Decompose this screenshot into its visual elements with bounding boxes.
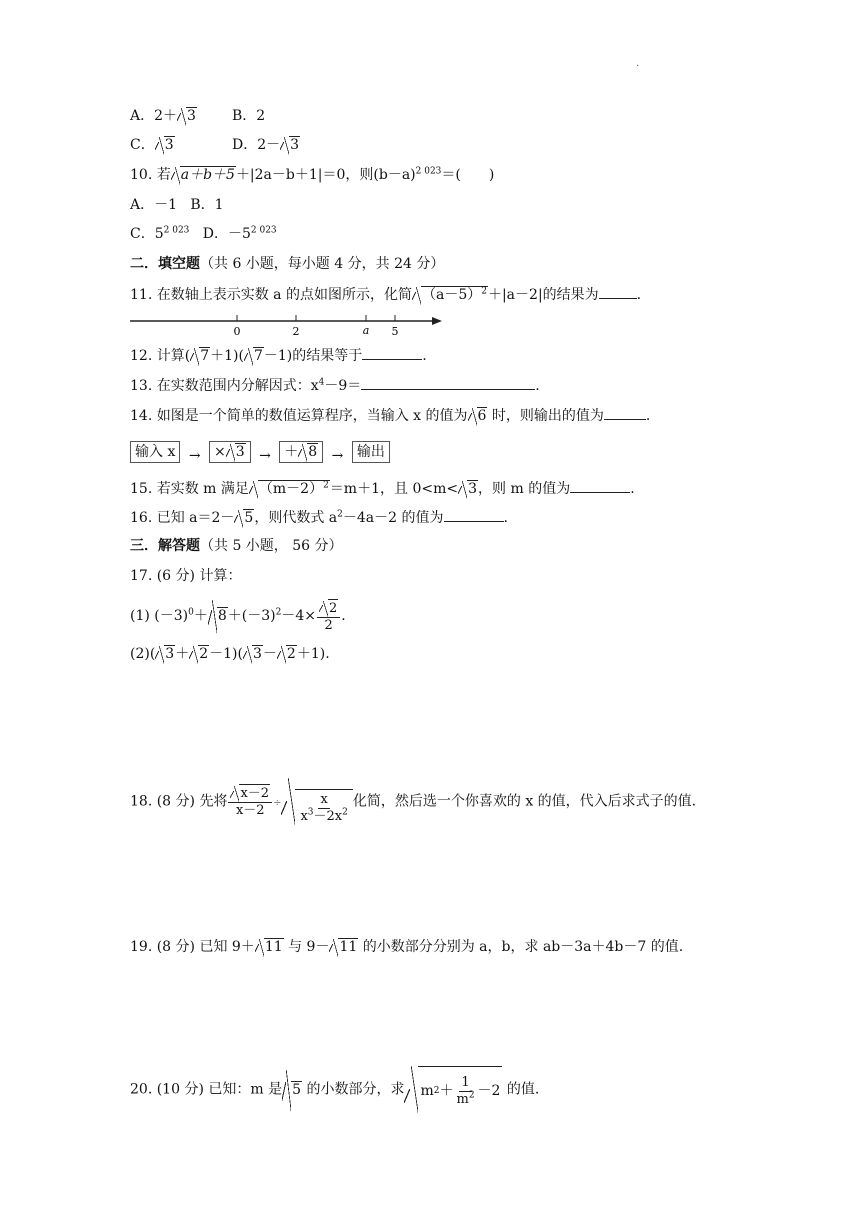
- sqrt-symbol: 3: [243, 644, 263, 664]
- question-15: 15. 若实数 m 满足 $(m-2)^2=m+1$，且 0<m< 3，则 m 的值为 .: [130, 478, 635, 499]
- tick-label-a: a: [362, 324, 370, 337]
- answer-blank[interactable]: [362, 345, 422, 360]
- sqrt-symbol: 8: [208, 598, 228, 634]
- question-14: 14. 如图是一个简单的数值运算程序，当输入 x 的值为 6 时，则输出的值为 .: [130, 405, 650, 426]
- arrow-right-icon: →: [188, 448, 201, 464]
- sqrt-symbol: $(m-2)^2$: [249, 479, 330, 499]
- sqrt-symbol: 5: [234, 508, 254, 528]
- sqrt-symbol: 7: [244, 346, 264, 366]
- answer-blank[interactable]: [361, 375, 535, 390]
- sqrt-symbol: 3: [155, 644, 175, 664]
- corner-mark: .: [636, 58, 640, 69]
- sqrt-symbol: 2: [277, 644, 297, 664]
- sqrt-symbol: a＋b＋5: [171, 165, 236, 185]
- q10-options-ab: A．－1 B．1: [130, 197, 224, 213]
- question-11: 11. 在数轴上表示实数 a 的点如图所示，化简 $(a-5)^2+|a-2|$的结果为 .: [130, 284, 641, 305]
- number-line: [130, 314, 442, 342]
- q14-program-flow: [130, 441, 390, 466]
- q9-option-a: A．2＋ 3: [130, 108, 196, 124]
- q9-option-c: C． 3: [130, 137, 174, 153]
- sqrt-symbol: 3: [458, 479, 478, 499]
- sqrt-symbol: 11: [329, 937, 358, 957]
- section-3-heading: 三．解答题（共 5 小题， 56 分）: [130, 538, 343, 554]
- sqrt-symbol: 7: [190, 346, 210, 366]
- tick-label-5: 5: [391, 325, 399, 338]
- section-2-heading: 二．填空题（共 6 小题，每小题 4 分，共 24 分）: [130, 256, 445, 272]
- sqrt-symbol: 5: [282, 1068, 302, 1112]
- q10-options-cd: C．$5^{2 023}$ D．$-5^{2 023}$: [130, 225, 277, 242]
- q9-option-b: B．2: [232, 108, 266, 124]
- question-10: 10. 若 a＋b＋5＋|2a－b＋1|＝0，则$(b-a)^{2 023}=$( ): [130, 166, 495, 183]
- question-19: 19. (8 分) 已知 9＋ 11 与 9－ 11 的小数部分分别为 a，b，求 ab－3a＋4b－7 的值.: [130, 939, 684, 955]
- sqrt-symbol: x－2: [230, 784, 270, 802]
- sqrt-symbol: 3: [155, 135, 175, 155]
- sqrt-symbol: 2: [189, 644, 209, 664]
- sqrt-symbol: $(a-5)^2$: [412, 285, 488, 305]
- sqrt-symbol: 6: [468, 406, 488, 426]
- sqrt-symbol: $\frac{x}{x^3-2x^2}$: [281, 778, 352, 825]
- sqrt-symbol: 3: [280, 135, 300, 155]
- question-20: 20. (10 分) 已知：m 是 5 的小数部分，求 m 2 ＋ $\frac{1}{m^2}$ －2 的值.: [130, 1066, 539, 1113]
- sqrt-symbol: m 2 ＋ $\frac{1}{m^2}$ －2: [404, 1066, 502, 1113]
- answer-blank[interactable]: [570, 478, 630, 493]
- question-17-part-2: (2)( 3＋ 2－1)( 3－ 2＋1).: [130, 646, 330, 662]
- multiply-box: × 3: [209, 441, 251, 463]
- answer-blank[interactable]: [444, 507, 504, 522]
- sqrt-symbol: 2: [319, 599, 338, 617]
- arrow-right-icon: →: [331, 448, 344, 464]
- answer-blank[interactable]: [599, 284, 637, 299]
- tick-label-2: 2: [292, 325, 300, 338]
- input-box: 输入 x: [130, 441, 180, 463]
- question-16: 16. 已知 a＝2－ 5，则代数式 $a^2-4a-2$ 的值为 .: [130, 507, 508, 528]
- output-box: 输出: [352, 441, 390, 463]
- add-box: ＋ 8: [279, 441, 323, 463]
- sqrt-symbol: 8: [298, 442, 318, 462]
- question-17-part-1: (1) $(-3)^0+ 8+(-3)^2-4\times$ $\frac{2}{2}$ .: [130, 598, 346, 634]
- question-18: 18. (8 分) 先将 $\frac{x-2}{x-2}$ ÷ $\frac{x}{x^3-2x^2}$ 化简，然后选一个你喜欢的 x 的值，代入后求式子的值.: [130, 778, 696, 825]
- question-12: 12. 计算( 7＋1)( 7－1)的结果等于 .: [130, 345, 427, 366]
- question-17-head: 17. (6 分) 计算：: [130, 568, 242, 584]
- sqrt-symbol: 3: [226, 442, 246, 462]
- fraction: $\frac{2}{2}$: [317, 599, 340, 634]
- sqrt-symbol: 11: [255, 937, 284, 957]
- arrow-right-icon: →: [259, 448, 271, 464]
- fraction: $\frac{x-2}{x-2}$: [228, 784, 272, 819]
- q9-option-d: D．2－ 3: [232, 137, 300, 153]
- question-13: 13. 在实数范围内分解因式：$x^4-9=$ .: [130, 375, 540, 396]
- tick-label-0: 0: [233, 325, 241, 338]
- answer-blank[interactable]: [604, 405, 646, 420]
- sqrt-symbol: 3: [177, 106, 197, 126]
